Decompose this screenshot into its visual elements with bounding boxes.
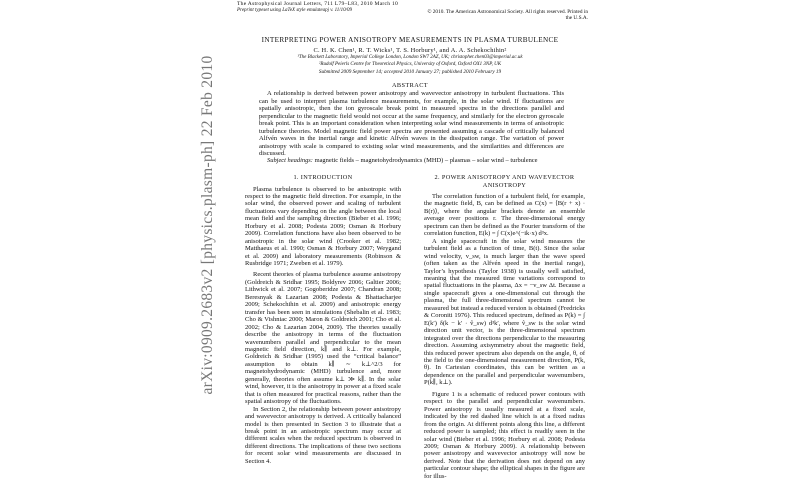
section-2-paragraph-2: A single spacecraft in the solar wind measures the turbulent field as a function of time, B(t). Since the solar wind velocity, v_sw, is much larger than the wave speed (often taken as the Alfvén speed in the inertial range), Taylor’s hypothesis (Taylor 1938) is usually well satisfied, meaning that the measured time variations correspond to spatial fluctuations in the plasma, Δx = −v_sw Δt. Because a single spacecraft gives a one-dimensional cut through the plasma, the full three-dimensional spectrum cannot be measured but instead a reduced version is obtained (Fredricks & Coroniti 1976). This reduced spectrum, defined as P(k) = ∫ E(k′) δ(k − k′ · v̂_sw) d³k′, where v̂_sw is the solar wind direction unit vector, is the three-dimensional spectrum integrated over the directions perpendicular to the measuring direction. Assuming axisymmetry about the magnetic field, this reduced power spectrum also depends on the angle, θ, of the field to the one-dimensional measurement direction, P(k, θ). In Cartesian coordinates, this can be written as a dependence on the parallel and perpendicular wavenumbers, P(k∥, k⊥). (424, 237, 585, 387)
section-2-heading-line-1: 2. POWER ANISOTROPY AND WAVEVECTOR (434, 174, 575, 181)
affiliation-2: ²Rudolf Peierls Centre for Theoretical Physics, University of Oxford, Oxford OX1 3NP, UK (318, 61, 502, 67)
arxiv-sidebar (188, 0, 228, 450)
copyright-line: © 2010. The American Astronomical Society. All rights reserved. Printed in the U.S.A. (427, 9, 588, 21)
section-2-paragraph-3: Figure 1 is a schematic of reduced power contours with respect to the parallel and perpendicular wavenumbers. Power anisotropy is usually measured at a fixed scale, indicated by the red dashed line which is at a fixed radius from the origin. At different points along this line, a different reduced power is sampled; this effect is readily seen in the solar wind (Bieber et al. 1996; Horbury et al. 2008; Podesta 2009; Osman & Horbury 2009). A relationship between power anisotropy and wavevector anisotropy will now be derived. Note that the derivation does not depend on any particular contour shape; the elliptical shapes in the figure are for illus- (424, 390, 585, 480)
intro-paragraph-3: In Section 2, the relationship between power anisotropy and wavevector anisotropy is derived. A critically balanced model is then presented in Section 3 to illustrate that a break point in an anisotropic spectrum may occur at different scales when the reduced spectrum is observed in different directions. The implications of these two sections for recent solar wind measurements are discussed in Section 4. (245, 405, 401, 465)
affiliation-1: ¹The Blackett Laboratory, Imperial College London, London SW7 2AZ, UK; christopher.chen03@imperial.ac.uk (297, 55, 523, 60)
arxiv-identifier[interactable]: arXiv:0909.2683v2 [physics.plasm-ph] 22 Feb 2010 (199, 55, 216, 395)
paper-title: INTERPRETING POWER ANISOTROPY MEASUREMENTS IN PLASMA TURBULENCE (261, 36, 559, 44)
journal-header: The Astrophysical Journal Letters, 711 L79–L83, 2010 March 10 (237, 1, 399, 7)
section-2-paragraph-1: The correlation function of a turbulent field, for example, the magnetic field, B, can be defined as C(x) = ⟨B(r + x) · B(r)⟩, where the angular brackets denote an ensemble average over positions r. The three-dimensional energy spectrum can then be defined as the Fourier transform of the correlation function, E(k) = ∫ C(x)e^(−ik·x) d³x. (424, 193, 585, 238)
subject-headings-label: Subject headings: (267, 157, 313, 164)
abstract-text: A relationship is derived between power anisotropy and wavevector anisotropy in turbulent fluctuations. This can be used to interpret plasma turbulence measurements, for example, in the solar wind. If fluctuations are spatially anisotropic, then the ion gyroscale break point in measured spectra in the directions parallel and perpendicular to the magnetic field would not occur at the same frequency, and similarly for the electron gyroscale break point. This is an important consideration when interpreting solar wind measurements in terms of anisotropic turbulence theories. Model magnetic field power spectra are presented assuming a cascade of critically balanced Alfvén waves in the inertial range and kinetic Alfvén waves in the dissipation range. The variation of power anisotropy with scale is compared to existing solar wind measurements, and the similarities and differences are discussed. (259, 90, 564, 157)
submission-dates: Submitted 2009 September 14; accepted 2010 January 27; published 2010 February 19 (318, 69, 502, 75)
right-column (424, 174, 585, 480)
abstract-heading: ABSTRACT (391, 82, 429, 89)
subject-headings-list: magnetic fields – magnetohydrodynamics (MHD) – plasmas – solar wind – turbulence (314, 157, 538, 164)
introduction-heading: 1. INTRODUCTION (293, 174, 353, 181)
section-2-heading-line-2: ANISOTROPY (482, 181, 527, 189)
subject-headings (259, 157, 564, 165)
intro-paragraph-1: Plasma turbulence is observed to be anisotropic with respect to the magnetic field direction. For example, in the solar wind, the observed power and scaling of turbulent fluctuations vary depending on the angle between the local mean field and the sampling direction (Bieber et al. 1996; Horbury et al. 2008; Podesta 2009; Osman & Horbury 2009). Correlation functions have also been observed to be anisotropic in the solar wind (Crooker et al. 1982; Matthaeus et al. 1990; Osman & Horbury 2007; Weygand et al. 2009) and laboratory measurements (Robinson & Rusbridge 1971; Zweben et al. 1979). (245, 185, 401, 268)
intro-paragraph-2: Recent theories of plasma turbulence assume anisotropy (Goldreich & Sridhar 1995; Boldyrev 2006; Galtier 2006; Lithwick et al. 2007; Gogoberidze 2007; Chandran 2008; Beresnyak & Lazarian 2008; Podesta & Bhattacharjee 2009; Schekochihin et al. 2009) and anisotropic energy transfer has been seen in simulations (Shebalin et al. 1983; Cho & Vishniac 2000; Maron & Goldreich 2001; Cho et al. 2002; Cho & Lazarian 2004, 2009). The theories usually describe the anisotropy in terms of the fluctuation wavenumbers parallel and perpendicular to the mean magnetic field direction, k∥ and k⊥. For example, Goldreich & Sridhar (1995) used the “critical balance” assumption to obtain k∥ ∼ k⊥^2/3 for magnetohydrodynamic (MHD) turbulence and, more generally, theories often assume k⊥ ≫ k∥. In the solar wind, however, it is the anisotropy in power at a fixed scale that is often measured for practical reasons, rather than the spatial anisotropy of the fluctuations. (245, 271, 401, 406)
author-list: C. H. K. Chen¹, R. T. Wicks¹, T. S. Horbury¹, and A. A. Schekochihin² (313, 47, 507, 54)
left-column (245, 174, 401, 465)
preprint-note: Preprint typeset using LaTeX style emulateapj v. 11/10/09 (237, 8, 352, 13)
